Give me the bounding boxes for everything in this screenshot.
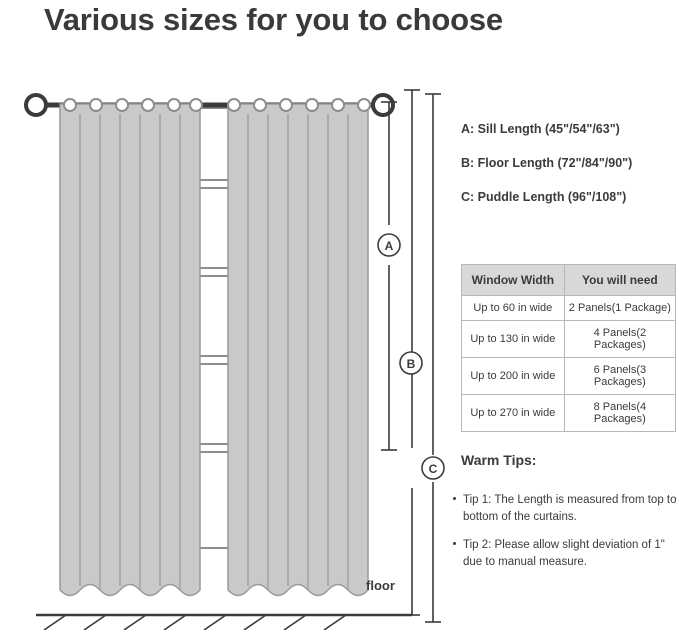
page-title: Various sizes for you to choose <box>44 2 503 37</box>
tip-item <box>461 537 677 571</box>
table-row <box>462 358 676 395</box>
legend-item-c: C: Puddle Length (96"/108") <box>461 190 627 204</box>
measurement-line-b <box>425 94 441 622</box>
cell-you-will-need: 8 Panels(4 Packages) <box>564 395 675 432</box>
cell-you-will-need: 6 Panels(3 Packages) <box>564 358 675 395</box>
table-row <box>462 395 676 432</box>
width-recommendation-table <box>461 264 676 432</box>
column-header-you-will-need: You will need <box>564 265 675 296</box>
table-header-row <box>462 265 676 296</box>
right-curtain-panel <box>228 99 370 596</box>
table-row <box>462 321 676 358</box>
svg-text:B: B <box>406 357 416 371</box>
cell-you-will-need: 2 Panels(1 Package) <box>564 296 675 321</box>
tip-text: Tip 2: Please allow slight deviation of 1" due to manual measure. <box>463 539 665 568</box>
cell-window-width: Up to 60 in wide <box>462 296 565 321</box>
floor-label: floor <box>366 578 395 593</box>
marker-b <box>400 352 422 374</box>
curtain-illustration <box>0 70 450 630</box>
bullet-dot-icon <box>453 542 456 545</box>
cell-window-width: Up to 130 in wide <box>462 321 565 358</box>
tip-text: Tip 1: The Length is measured from top to bottom of the curtains. <box>463 494 677 523</box>
column-header-window-width: Window Width <box>462 265 565 296</box>
svg-text:C: C <box>428 462 438 476</box>
legend-item-a: A: Sill Length (45"/54"/63") <box>461 122 620 136</box>
table-row <box>462 296 676 321</box>
warm-tips-heading: Warm Tips: <box>461 452 537 468</box>
marker-c <box>422 457 444 479</box>
length-legend <box>461 122 676 224</box>
marker-a <box>378 234 400 256</box>
cell-window-width: Up to 200 in wide <box>462 358 565 395</box>
legend-item-b: B: Floor Length (72"/84"/90") <box>461 156 633 170</box>
cell-window-width: Up to 270 in wide <box>462 395 565 432</box>
floor <box>36 615 412 630</box>
tip-item <box>461 492 677 526</box>
svg-text:A: A <box>384 239 394 253</box>
left-curtain-panel <box>60 99 202 596</box>
bullet-dot-icon <box>453 497 456 500</box>
cell-you-will-need: 4 Panels(2 Packages) <box>564 321 675 358</box>
